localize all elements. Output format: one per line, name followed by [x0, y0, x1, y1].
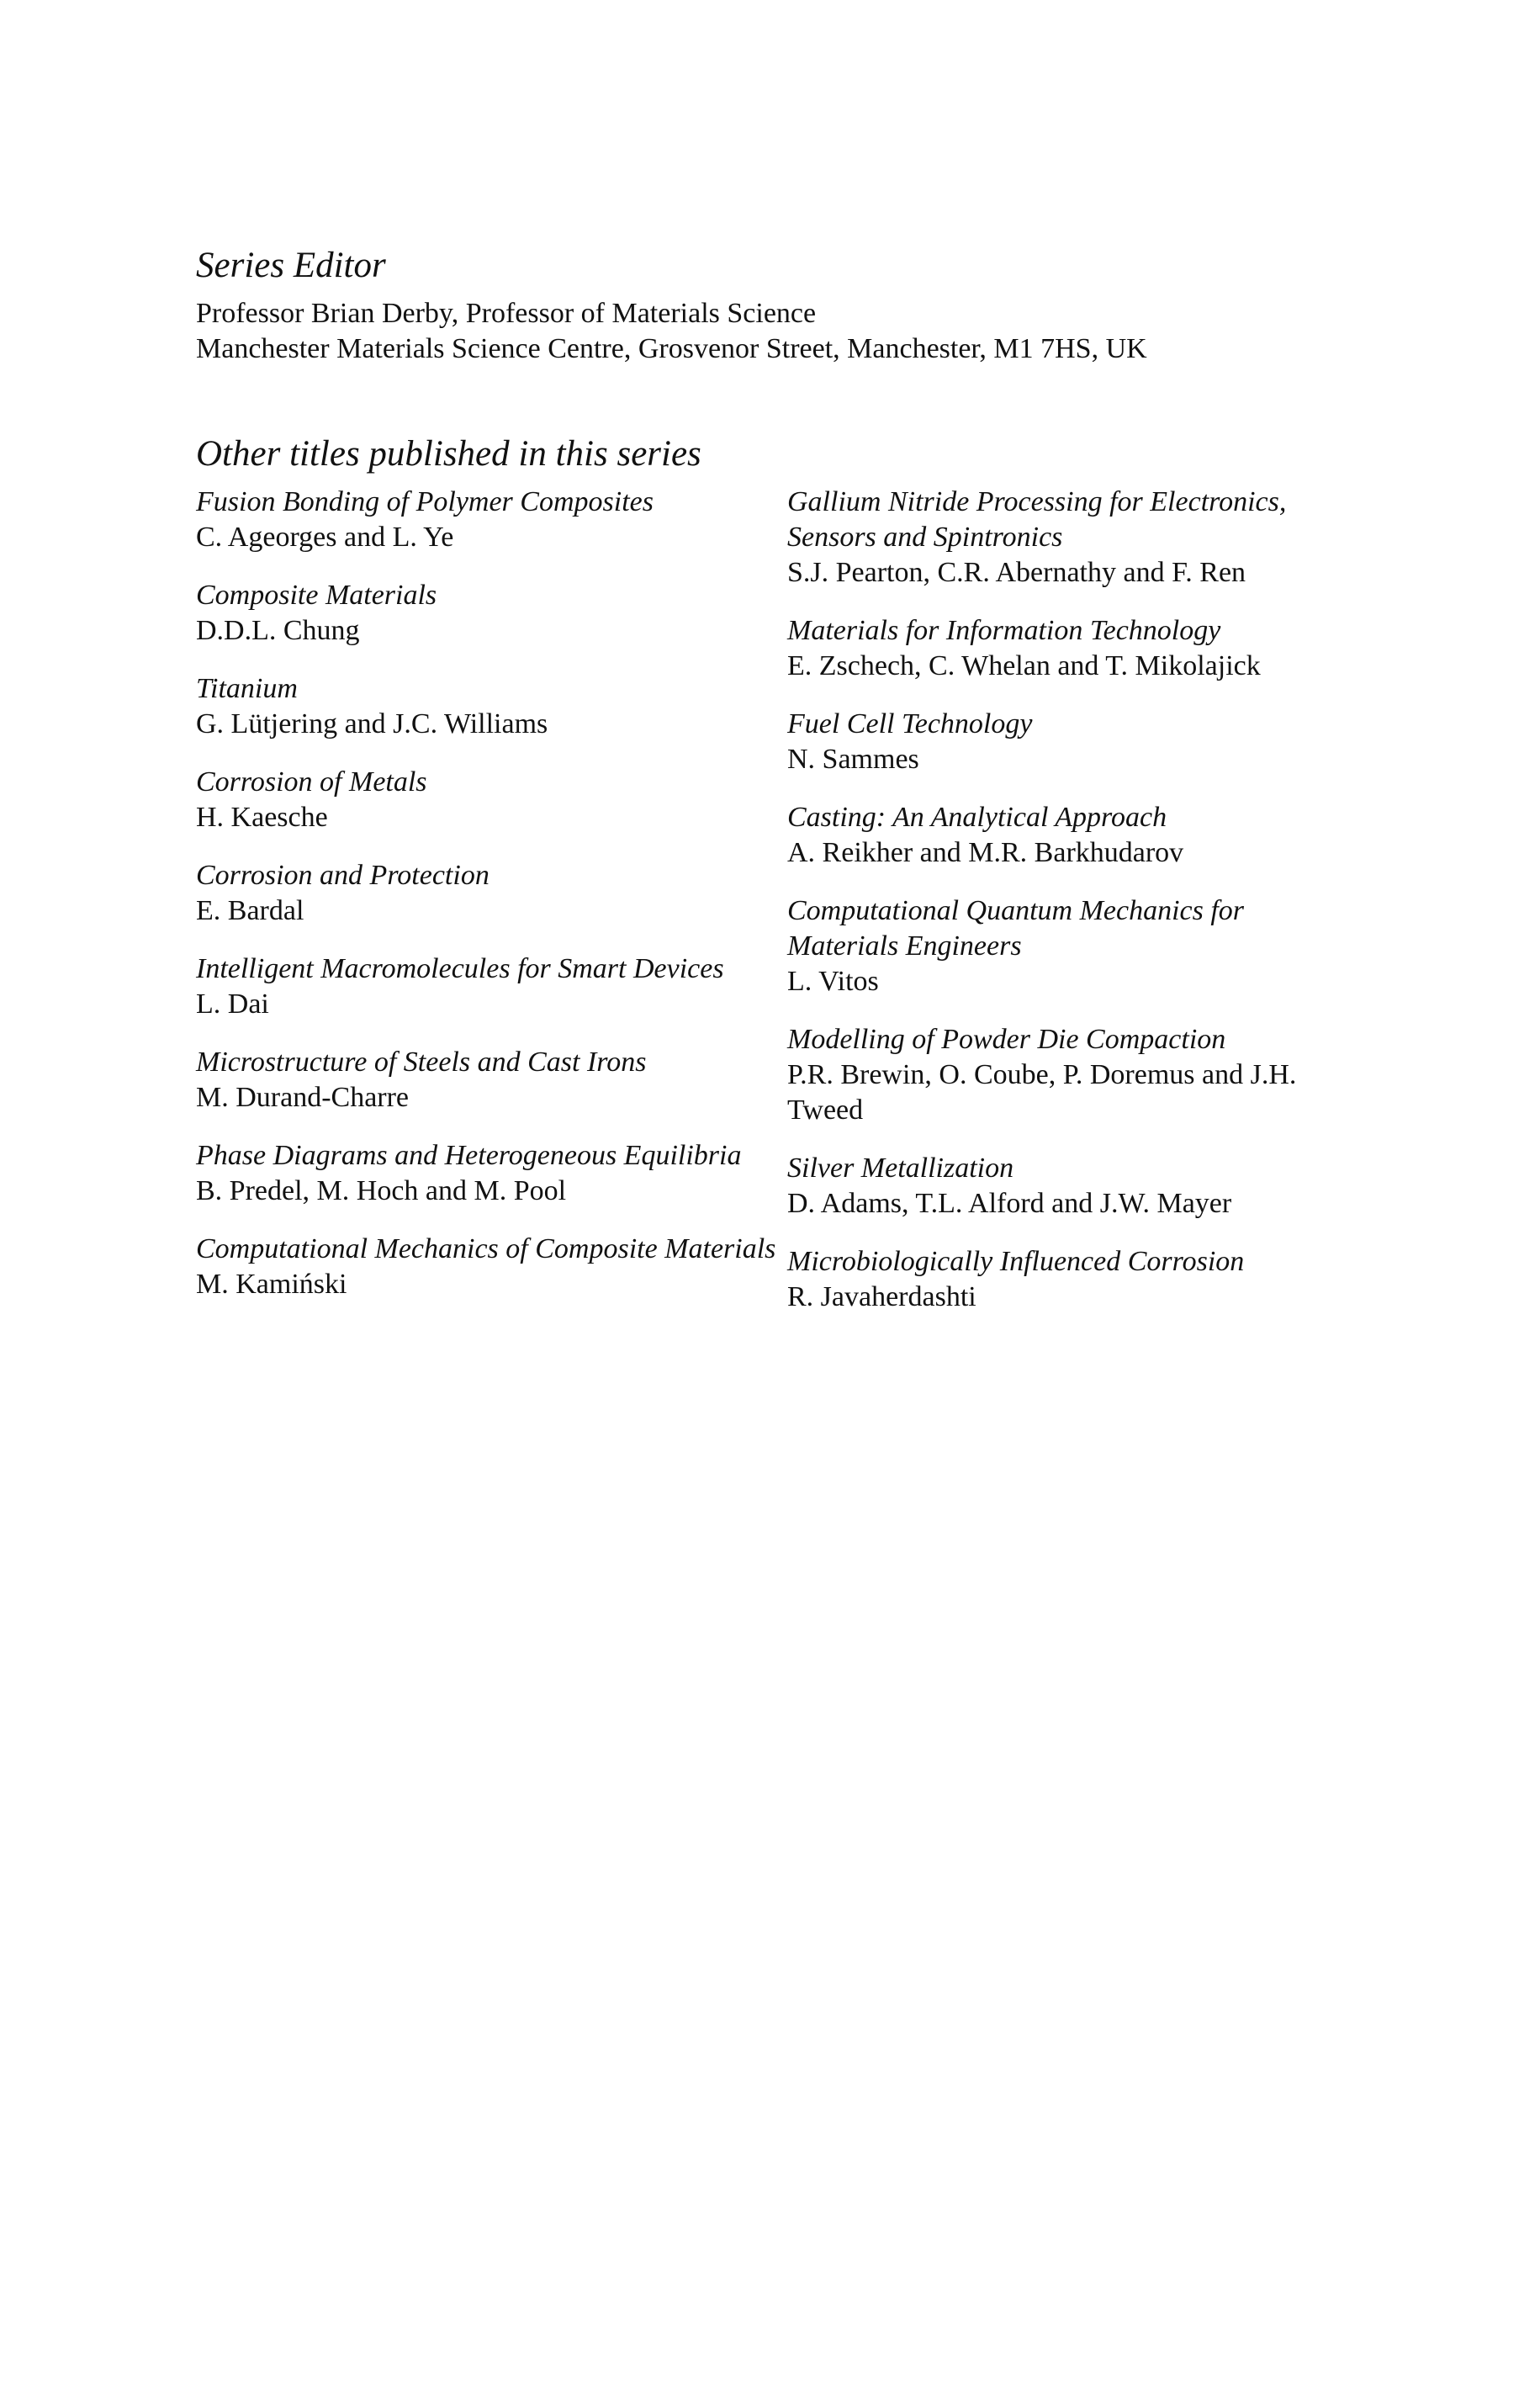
book-title: Fuel Cell Technology [787, 708, 1033, 739]
book-title: Computational Mechanics of Composite Materials [196, 1233, 776, 1264]
book-title: Composite Materials [196, 580, 437, 611]
series-page [196, 244, 1373, 1338]
series-editor-name: Professor Brian Derby, Professor of Materials Science [196, 298, 817, 329]
book-authors: D.D.L. Chung [196, 615, 360, 646]
book-authors: B. Predel, M. Hoch and M. Pool [196, 1175, 567, 1206]
book-title: Intelligent Macromolecules for Smart Devices [196, 953, 724, 984]
titles-columns [196, 485, 1373, 1338]
title-entry [787, 1244, 1326, 1315]
book-title: Corrosion of Metals [196, 766, 427, 798]
title-entry [196, 1232, 787, 1302]
title-entry [196, 671, 787, 742]
title-entry [787, 893, 1326, 999]
book-authors: R. Javaherdashti [787, 1281, 976, 1312]
book-authors: A. Reikher and M.R. Barkhudarov [787, 837, 1184, 868]
title-entry [787, 800, 1326, 871]
book-authors: P.R. Brewin, O. Coube, P. Doremus and J.H. Tweed [787, 1059, 1297, 1126]
title-entry [196, 951, 787, 1022]
book-authors: M. Durand-Charre [196, 1082, 410, 1113]
title-entry [196, 765, 787, 835]
book-title: Phase Diagrams and Heterogeneous Equilibria [196, 1140, 742, 1171]
book-authors: S.J. Pearton, C.R. Abernathy and F. Ren [787, 557, 1246, 588]
titles-right-column [787, 485, 1326, 1338]
title-entry [196, 1045, 787, 1116]
book-title: Silver Metallization [787, 1153, 1014, 1184]
series-editor-heading: Series Editor [196, 246, 386, 285]
book-title: Microbiologically Influenced Corrosion [787, 1246, 1245, 1277]
book-title: Fusion Bonding of Polymer Composites [196, 486, 654, 517]
title-entry [787, 485, 1326, 591]
book-title: Titanium [196, 673, 298, 704]
titles-left-column [196, 485, 787, 1338]
book-authors: L. Vitos [787, 966, 879, 997]
book-title: Corrosion and Protection [196, 860, 490, 891]
book-authors: L. Dai [196, 988, 269, 1020]
book-authors: M. Kamiński [196, 1269, 347, 1300]
title-entry [787, 1151, 1326, 1222]
book-authors: N. Sammes [787, 744, 919, 775]
book-authors: G. Lütjering and J.C. Williams [196, 708, 548, 739]
title-entry [196, 578, 787, 649]
book-authors: C. Ageorges and L. Ye [196, 522, 454, 553]
book-authors: E. Zschech, C. Whelan and T. Mikolajick [787, 650, 1261, 681]
book-title: Casting: An Analytical Approach [787, 802, 1167, 833]
title-entry [787, 707, 1326, 777]
book-title: Modelling of Powder Die Compaction [787, 1024, 1226, 1055]
title-entry [787, 613, 1326, 684]
title-entry [196, 858, 787, 929]
series-editor-address: Manchester Materials Science Centre, Grosvenor Street, Manchester, M1 7HS, UK [196, 333, 1147, 364]
book-title: Gallium Nitride Processing for Electronics, Sensors and Spintronics [787, 486, 1287, 553]
book-authors: H. Kaesche [196, 802, 328, 833]
book-title: Materials for Information Technology [787, 615, 1221, 646]
book-authors: E. Bardal [196, 895, 304, 926]
title-entry [787, 1022, 1326, 1128]
other-titles-heading: Other titles published in this series [196, 434, 701, 474]
title-entry [196, 1138, 787, 1209]
book-authors: D. Adams, T.L. Alford and J.W. Mayer [787, 1188, 1232, 1219]
book-title: Microstructure of Steels and Cast Irons [196, 1047, 647, 1078]
title-entry [196, 485, 787, 555]
book-title: Computational Quantum Mechanics for Materials Engineers [787, 895, 1245, 962]
